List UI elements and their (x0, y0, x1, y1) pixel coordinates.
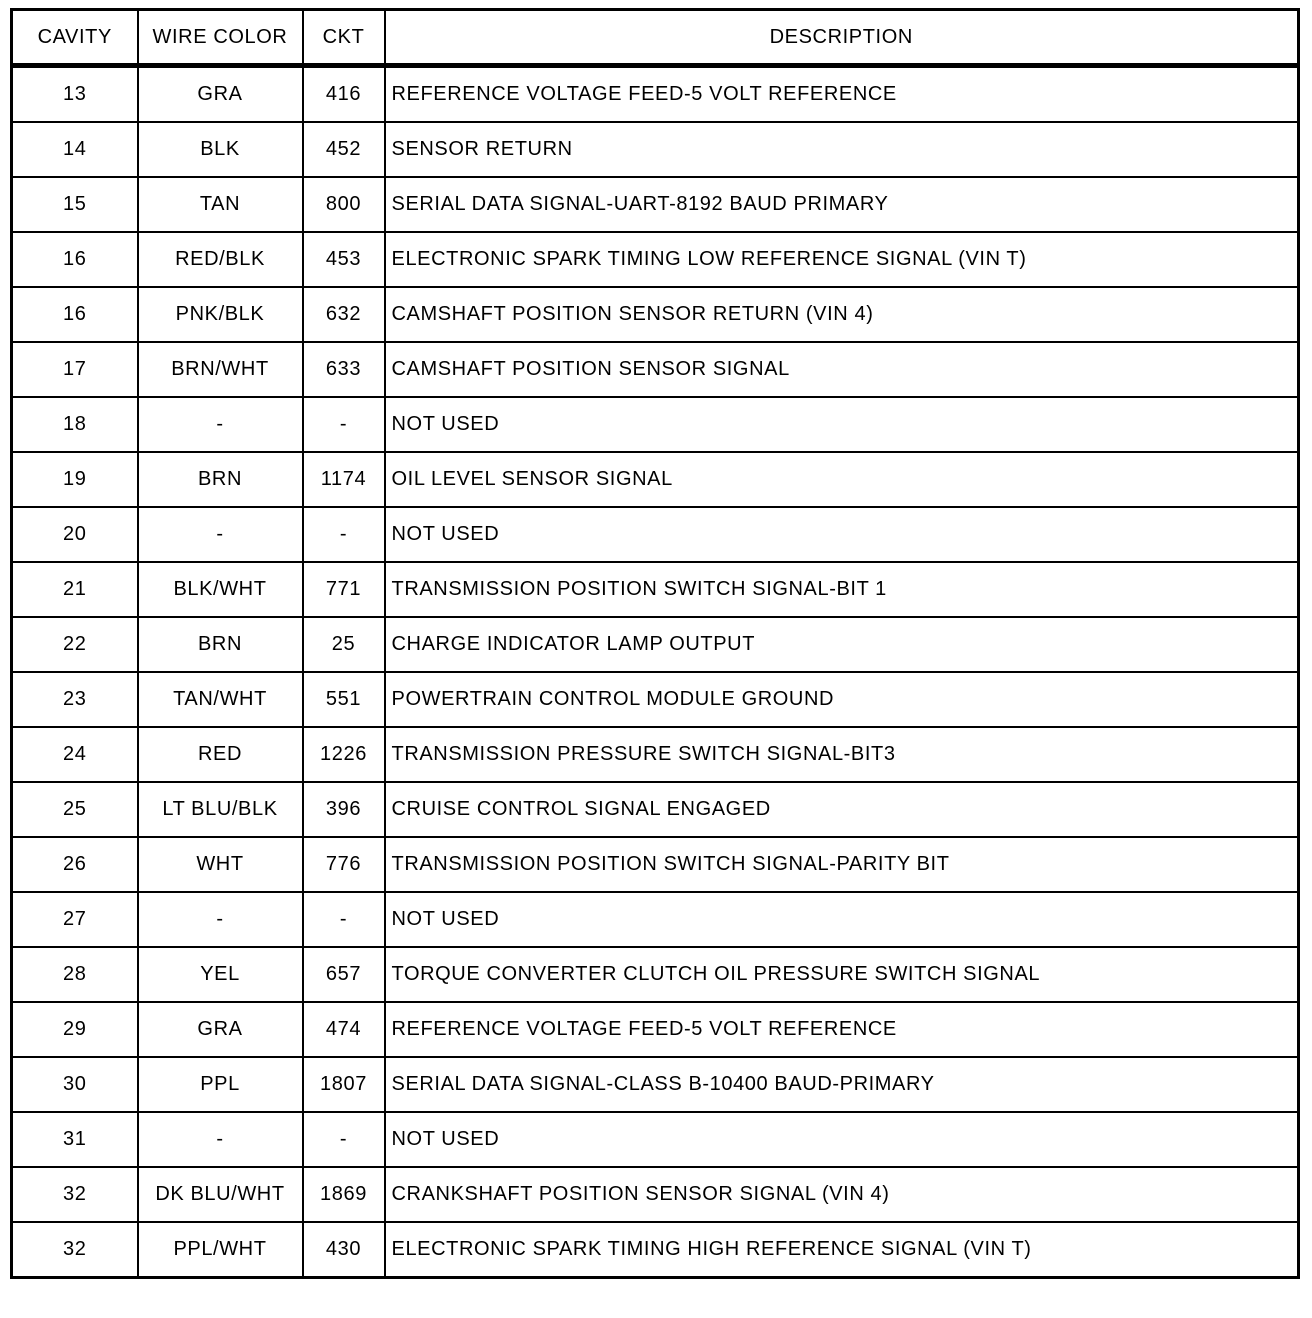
cell-cavity: 26 (12, 837, 138, 892)
cell-ckt: 1226 (303, 727, 385, 782)
cell-wire-color: - (138, 1112, 303, 1167)
cell-cavity: 17 (12, 342, 138, 397)
cell-cavity: 21 (12, 562, 138, 617)
cell-description: TRANSMISSION POSITION SWITCH SIGNAL-BIT 1 (385, 562, 1299, 617)
cell-ckt: 416 (303, 66, 385, 123)
cell-cavity: 24 (12, 727, 138, 782)
cell-cavity: 23 (12, 672, 138, 727)
cell-wire-color: TAN (138, 177, 303, 232)
table-row (12, 1167, 1299, 1222)
cell-wire-color: GRA (138, 1002, 303, 1057)
cell-cavity: 14 (12, 122, 138, 177)
table-row (12, 562, 1299, 617)
cell-description: ELECTRONIC SPARK TIMING LOW REFERENCE SIGNAL (VIN T) (385, 232, 1299, 287)
cell-description: SERIAL DATA SIGNAL-CLASS B-10400 BAUD-PRIMARY (385, 1057, 1299, 1112)
cell-description: REFERENCE VOLTAGE FEED-5 VOLT REFERENCE (385, 1002, 1299, 1057)
cell-description: TRANSMISSION POSITION SWITCH SIGNAL-PARITY BIT (385, 837, 1299, 892)
cell-wire-color: BRN/WHT (138, 342, 303, 397)
cell-description: NOT USED (385, 1112, 1299, 1167)
cell-cavity: 19 (12, 452, 138, 507)
cell-wire-color: PPL/WHT (138, 1222, 303, 1278)
cell-wire-color: WHT (138, 837, 303, 892)
cell-wire-color: PPL (138, 1057, 303, 1112)
cell-wire-color: BRN (138, 617, 303, 672)
cell-wire-color: RED (138, 727, 303, 782)
table-body (12, 66, 1299, 1278)
cell-wire-color: BLK (138, 122, 303, 177)
table-row (12, 1112, 1299, 1167)
table-row (12, 1057, 1299, 1112)
cell-wire-color: PNK/BLK (138, 287, 303, 342)
cell-description: REFERENCE VOLTAGE FEED-5 VOLT REFERENCE (385, 66, 1299, 123)
cell-wire-color: TAN/WHT (138, 672, 303, 727)
cell-description: NOT USED (385, 397, 1299, 452)
cell-ckt: 800 (303, 177, 385, 232)
cell-wire-color: DK BLU/WHT (138, 1167, 303, 1222)
cell-cavity: 27 (12, 892, 138, 947)
cell-ckt: 1807 (303, 1057, 385, 1112)
header-wire-color: WIRE COLOR (138, 10, 303, 66)
cell-description: ELECTRONIC SPARK TIMING HIGH REFERENCE SIGNAL (VIN T) (385, 1222, 1299, 1278)
table-row (12, 122, 1299, 177)
cell-cavity: 28 (12, 947, 138, 1002)
cell-description: CRANKSHAFT POSITION SENSOR SIGNAL (VIN 4) (385, 1167, 1299, 1222)
cell-cavity: 16 (12, 287, 138, 342)
cell-wire-color: LT BLU/BLK (138, 782, 303, 837)
cell-wire-color: - (138, 507, 303, 562)
cell-ckt: 452 (303, 122, 385, 177)
table-row (12, 507, 1299, 562)
cell-ckt: 633 (303, 342, 385, 397)
cell-ckt: 776 (303, 837, 385, 892)
cell-wire-color: RED/BLK (138, 232, 303, 287)
cell-cavity: 16 (12, 232, 138, 287)
cell-description: CHARGE INDICATOR LAMP OUTPUT (385, 617, 1299, 672)
cell-ckt: 396 (303, 782, 385, 837)
cell-cavity: 13 (12, 66, 138, 123)
cell-cavity: 30 (12, 1057, 138, 1112)
cell-wire-color: GRA (138, 66, 303, 123)
cell-ckt: - (303, 1112, 385, 1167)
table-row (12, 892, 1299, 947)
table-row (12, 397, 1299, 452)
cell-wire-color: BRN (138, 452, 303, 507)
cell-description: NOT USED (385, 507, 1299, 562)
connector-cavity-table (10, 8, 1300, 1279)
cell-description: NOT USED (385, 892, 1299, 947)
table-row (12, 947, 1299, 1002)
table-row (12, 66, 1299, 123)
cell-ckt: 632 (303, 287, 385, 342)
cell-ckt: 1174 (303, 452, 385, 507)
cell-cavity: 22 (12, 617, 138, 672)
cell-ckt: 25 (303, 617, 385, 672)
cell-description: POWERTRAIN CONTROL MODULE GROUND (385, 672, 1299, 727)
cell-ckt: 474 (303, 1002, 385, 1057)
header-ckt: CKT (303, 10, 385, 66)
cell-description: TRANSMISSION PRESSURE SWITCH SIGNAL-BIT3 (385, 727, 1299, 782)
table-row (12, 452, 1299, 507)
table-row (12, 837, 1299, 892)
cell-description: CAMSHAFT POSITION SENSOR SIGNAL (385, 342, 1299, 397)
cell-ckt: 551 (303, 672, 385, 727)
table-row (12, 617, 1299, 672)
table-row (12, 177, 1299, 232)
cell-description: SENSOR RETURN (385, 122, 1299, 177)
cell-ckt: - (303, 397, 385, 452)
cell-ckt: 657 (303, 947, 385, 1002)
table-row (12, 1222, 1299, 1278)
table-row (12, 287, 1299, 342)
cell-ckt: - (303, 892, 385, 947)
cell-description: CAMSHAFT POSITION SENSOR RETURN (VIN 4) (385, 287, 1299, 342)
cell-cavity: 20 (12, 507, 138, 562)
cell-description: TORQUE CONVERTER CLUTCH OIL PRESSURE SWITCH SIGNAL (385, 947, 1299, 1002)
table-row (12, 782, 1299, 837)
cell-wire-color: YEL (138, 947, 303, 1002)
cell-cavity: 32 (12, 1167, 138, 1222)
cell-ckt: 1869 (303, 1167, 385, 1222)
cell-cavity: 31 (12, 1112, 138, 1167)
cell-wire-color: - (138, 397, 303, 452)
cell-cavity: 29 (12, 1002, 138, 1057)
table-row (12, 672, 1299, 727)
table-row (12, 232, 1299, 287)
table-row (12, 342, 1299, 397)
cell-cavity: 18 (12, 397, 138, 452)
table-row (12, 727, 1299, 782)
cell-cavity: 32 (12, 1222, 138, 1278)
cell-description: OIL LEVEL SENSOR SIGNAL (385, 452, 1299, 507)
cell-description: SERIAL DATA SIGNAL-UART-8192 BAUD PRIMARY (385, 177, 1299, 232)
cell-description: CRUISE CONTROL SIGNAL ENGAGED (385, 782, 1299, 837)
cell-ckt: 430 (303, 1222, 385, 1278)
cell-cavity: 25 (12, 782, 138, 837)
cell-wire-color: - (138, 892, 303, 947)
cell-wire-color: BLK/WHT (138, 562, 303, 617)
table-header-row (12, 10, 1299, 66)
cell-ckt: 453 (303, 232, 385, 287)
cell-cavity: 15 (12, 177, 138, 232)
cell-ckt: 771 (303, 562, 385, 617)
table-row (12, 1002, 1299, 1057)
header-description: DESCRIPTION (385, 10, 1299, 66)
header-cavity: CAVITY (12, 10, 138, 66)
cell-ckt: - (303, 507, 385, 562)
